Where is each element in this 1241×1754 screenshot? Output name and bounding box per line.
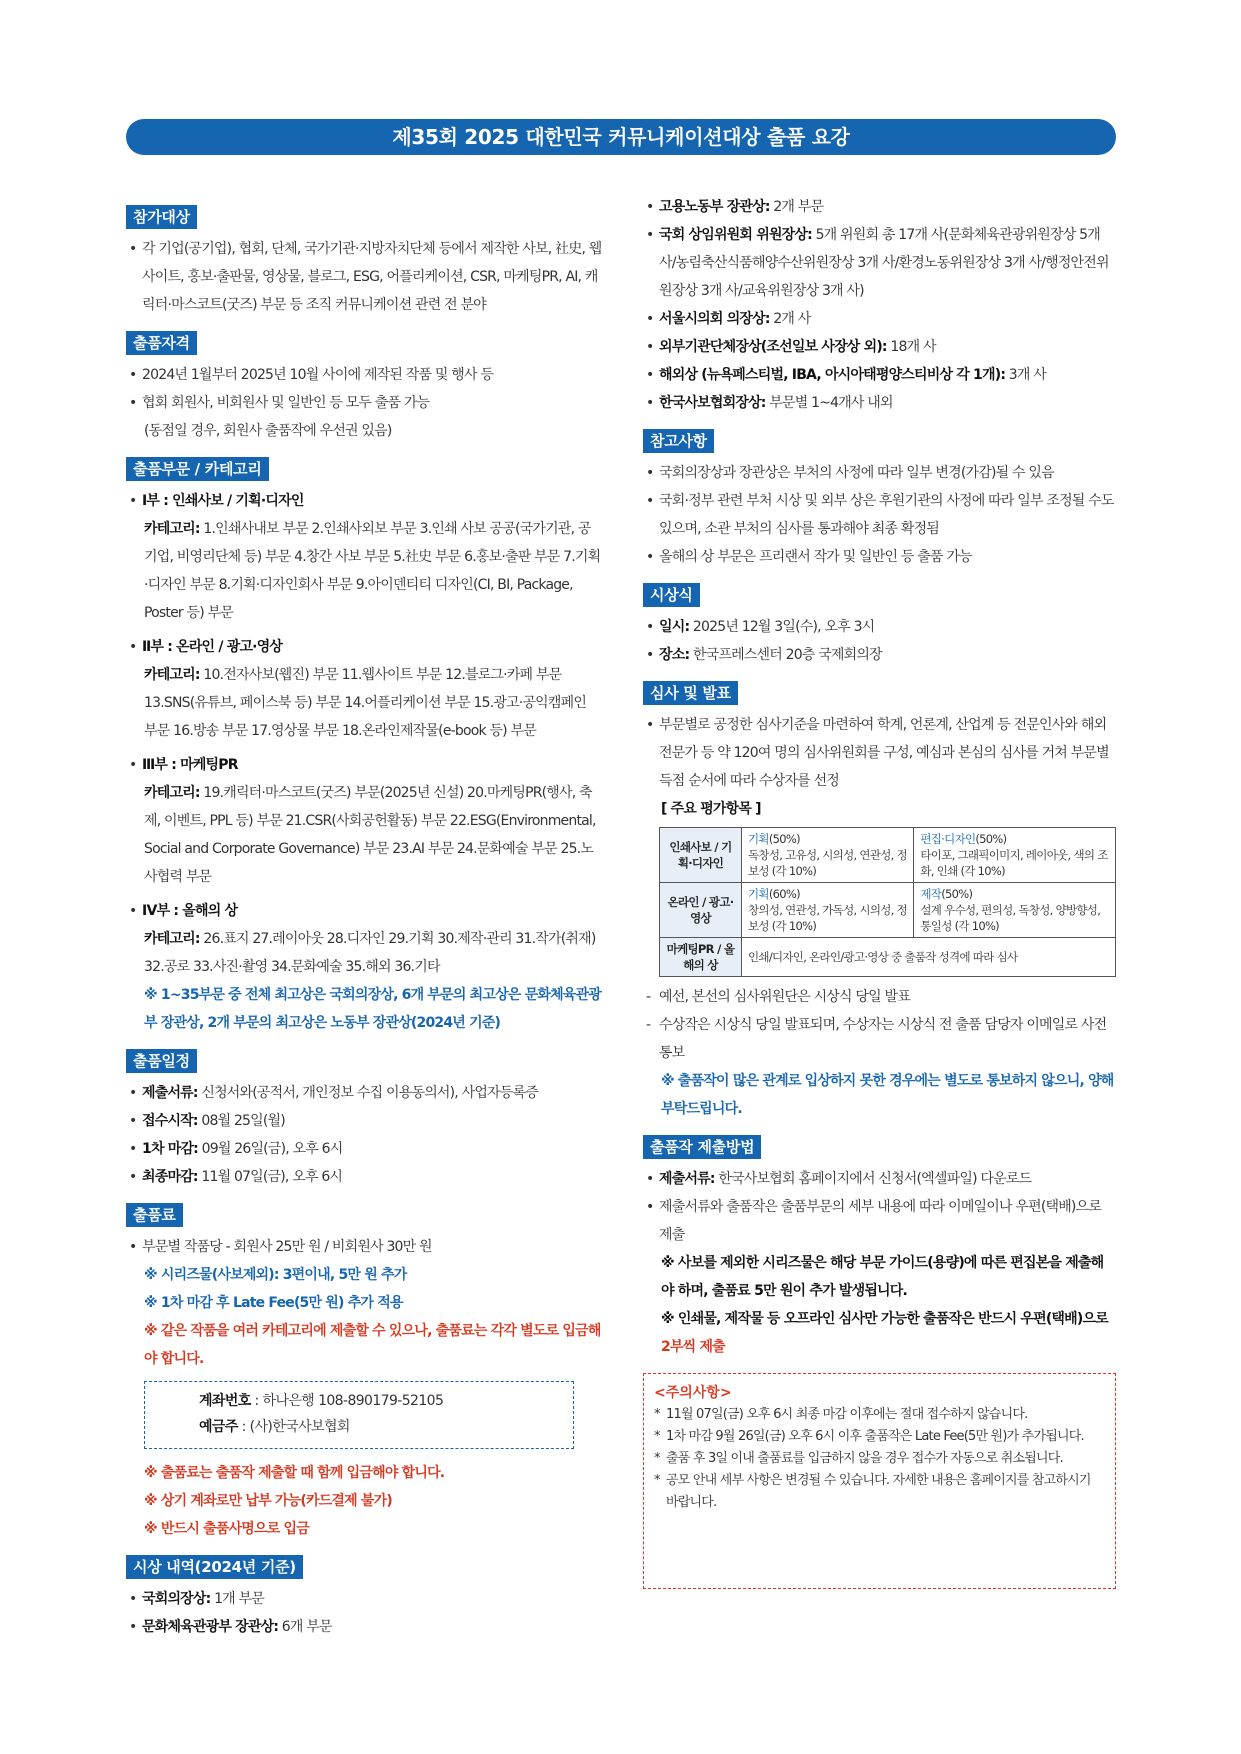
list-item: • 국회·정부 관련 부처 시상 및 외부 상은 후원기관의 사정에 따라 일부 조정될 수도 있으며, 소관 부처의 심사를 통과해야 최종 확정됨 bbox=[643, 487, 1116, 543]
caution-item: * 출품 후 3일 이내 출품료를 입금하지 않을 경우 접수가 자동으로 취소됩니다. bbox=[654, 1448, 1105, 1470]
section-heading: 출품료 bbox=[126, 1203, 183, 1227]
fee-section bbox=[126, 1203, 602, 1543]
category-group bbox=[126, 487, 602, 515]
caution-box bbox=[643, 1373, 1116, 1589]
list-item: • 고용노동부 장관상: 2개 부문 bbox=[643, 193, 1116, 221]
category-name: Ⅰ부 : 인쇄사보 / 기획·디자인 bbox=[142, 493, 304, 509]
list-item: • 1차 마감: 09월 26일(금), 오후 6시 bbox=[126, 1135, 602, 1163]
submission-note: ※ 사보를 제외한 시리즈물은 해당 부문 가이드(용량)에 따른 편집본을 제출해야 하며, 출품료 5만 원이 추가 발생됩니다. bbox=[661, 1255, 1104, 1299]
table-cell: 제작(50%) 설계 우수성, 편의성, 독창성, 양방향성, 통일성 (각 10%) bbox=[914, 883, 1116, 938]
category-detail: 카테고리: 10.전자사보(웹진) 부문 11.웹사이트 부문 12.블로그·카페 부문 13.SNS(유튜브, 페이스북 등) 부문 14.어플리케이션 부문 15.광고·공익캠페인 부문 16.방송 부문 17.영상물 부문 18.온라인제작물(e-book 등) 부문 bbox=[144, 667, 587, 739]
awards-continued bbox=[643, 193, 1116, 417]
table-cell: 기획(50%) 독창성, 고유성, 시의성, 연관성, 정보성 (각 10%) bbox=[742, 828, 914, 883]
list-item: • 제출서류: 한국사보협회 홈페이지에서 신청서(엑셀파일) 다운로드 bbox=[643, 1165, 1116, 1193]
section-heading: 시상식 bbox=[643, 583, 700, 607]
awards-section bbox=[126, 1555, 602, 1641]
right-column bbox=[643, 193, 1116, 1589]
payment-warning: ※ 반드시 출품사명으로 입금 bbox=[144, 1521, 309, 1537]
fee-note: ※ 1차 마감 후 Late Fee(5만 원) 추가 적용 bbox=[144, 1295, 403, 1311]
payment-warning: ※ 출품료는 출품작 제출할 때 함께 입금해야 합니다. bbox=[144, 1465, 445, 1481]
list-item: • 제출서류: 신청서와(공적서, 개인정보 수집 이용동의서), 사업자등록증 bbox=[126, 1079, 602, 1107]
list-item: - 수상작은 시상식 당일 발표되며, 수상자는 시상식 전 출품 담당자 이메일로 사전 통보 bbox=[643, 1011, 1116, 1067]
evaluation-table bbox=[659, 827, 1116, 977]
list-item: • 문화체육관광부 장관상: 6개 부문 bbox=[126, 1613, 602, 1641]
schedule-section bbox=[126, 1049, 602, 1191]
list-item: • 서울시의회 의장상: 2개 사 bbox=[643, 305, 1116, 333]
section-heading: 시상 내역(2024년 기준) bbox=[126, 1555, 303, 1579]
account-holder: 예금주 : (사)한국사보협회 bbox=[199, 1419, 350, 1435]
judging-note: ※ 출품작이 많은 관계로 입상하지 못한 경우에는 별도로 통보하지 않으니, 양해 부탁드립니다. bbox=[661, 1073, 1114, 1117]
caution-item: * 1차 마감 9월 26일(금) 오후 6시 이후 출품작은 Late Fee(5만 원)가 추가됩니다. bbox=[654, 1426, 1105, 1448]
table-cell: 편집·디자인(50%) 타이포, 그래픽이미지, 레이아웃, 색의 조화, 인쇄 (각 10%) bbox=[914, 828, 1116, 883]
reference-section bbox=[643, 429, 1116, 571]
list-item: • 한국사보협회장상: 부문별 1~4개사 내외 bbox=[643, 389, 1116, 417]
bank-account-box bbox=[144, 1381, 574, 1449]
fee-note: ※ 같은 작품을 여러 카테고리에 제출할 수 있으나, 출품료는 각각 별도로 입금해야 합니다. bbox=[144, 1323, 601, 1367]
section-heading: 출품작 제출방법 bbox=[643, 1135, 761, 1159]
list-item: • 최종마감: 11월 07일(금), 오후 6시 bbox=[126, 1163, 602, 1191]
submission-section bbox=[643, 1135, 1116, 1361]
fee-note: ※ 시리즈물(사보제외): 3편이내, 5만 원 추가 bbox=[144, 1267, 407, 1283]
list-item: • 접수시작: 08월 25일(월) bbox=[126, 1107, 602, 1135]
table-row bbox=[660, 828, 1116, 883]
list-item: • 국회의장상과 장관상은 부처의 사정에 따라 일부 변경(가감)될 수 있음 bbox=[643, 459, 1116, 487]
section-heading: 출품부문 / 카테고리 bbox=[126, 457, 269, 481]
table-cell: 마케팅PR / 올해의 상 bbox=[660, 938, 742, 977]
section-heading: 참가대상 bbox=[126, 205, 197, 229]
eligibility-section bbox=[126, 331, 602, 445]
list-item: • 외부기관단체장상(조선일보 사장상 외): 18개 사 bbox=[643, 333, 1116, 361]
table-cell: 기획(60%) 창의성, 연관성, 가독성, 시의성, 정보성 (각 10%) bbox=[742, 883, 914, 938]
list-item: • 장소: 한국프레스센터 20층 국제회의장 bbox=[643, 641, 1116, 669]
table-row bbox=[660, 883, 1116, 938]
evaluation-table-title: [ 주요 평가항목 ] bbox=[661, 801, 761, 817]
ceremony-section bbox=[643, 583, 1116, 669]
category-detail: 카테고리: 1.인쇄사내보 부문 2.인쇄사외보 부문 3.인쇄 사보 공공(국가기관, 공기업, 비영리단체 등) 부문 4.창간 사보 부문 5.社史 부문 6.홍보·출판 부문 7.기획·디자인 부문 8.기획·디자인회사 부문 9.아이덴티티 디자인(CI, BI, Package, Poster 등) 부문 bbox=[144, 521, 601, 621]
participants-section bbox=[126, 205, 602, 319]
list-item: • 부문별로 공정한 심사기준을 마련하여 학계, 언론계, 산업계 등 전문인사와 해외전문가 등 약 120여 명의 심사위원회를 구성, 예심과 본심의 심사를 거쳐 부문별 득점 순서에 따라 수상자를 선정 bbox=[643, 711, 1116, 795]
payment-warning: ※ 상기 계좌로만 납부 가능(카드결제 불가) bbox=[144, 1493, 392, 1509]
list-item: • 협회 회원사, 비회원사 및 일반인 등 모두 출품 가능 bbox=[126, 389, 602, 417]
left-column bbox=[126, 205, 602, 1653]
table-row bbox=[660, 938, 1116, 977]
category-name: Ⅱ부 : 온라인 / 광고·영상 bbox=[142, 639, 283, 655]
judging-section bbox=[643, 681, 1116, 1123]
section-heading: 출품일정 bbox=[126, 1049, 197, 1073]
section-heading: 심사 및 발표 bbox=[643, 681, 738, 705]
list-item: • 국회 상임위원회 위원장상: 5개 위원회 총 17개 사(문화체육관광위원장상 5개 사/농림축산식품해양수산위원장상 3개 사/환경노동위원장상 3개 사/행정안전위원장상 3개 사/교육위원장상 3개 사) bbox=[643, 221, 1116, 305]
submission-note: ※ 인쇄물, 제작물 등 오프라인 심사만 가능한 출품작은 반드시 우편(택배)으로 2부씩 제출 bbox=[661, 1311, 1108, 1355]
section-heading: 출품자격 bbox=[126, 331, 197, 355]
table-cell: 인쇄사보 / 기획·디자인 bbox=[660, 828, 742, 883]
category-name: Ⅲ부 : 마케팅PR bbox=[142, 757, 238, 773]
caution-title: <주의사항> bbox=[654, 1385, 732, 1401]
list-item: • 제출서류와 출품작은 출품부문의 세부 내용에 따라 이메일이나 우편(택배)으로 제출 bbox=[643, 1193, 1116, 1249]
category-group bbox=[126, 633, 602, 661]
category-name: Ⅳ부 : 올해의 상 bbox=[142, 903, 238, 919]
list-item: • 일시: 2025년 12월 3일(수), 오후 3시 bbox=[643, 613, 1116, 641]
list-item: • 올해의 상 부문은 프리랜서 작가 및 일반인 등 출품 가능 bbox=[643, 543, 1116, 571]
table-cell: 온라인 / 광고·영상 bbox=[660, 883, 742, 938]
category-detail: 카테고리: 26.표지 27.레이아웃 28.디자인 29.기획 30.제작·관리 31.작가(취재) 32.공로 33.사진·촬영 34.문화예술 35.해외 36.기타 bbox=[144, 931, 596, 975]
category-group bbox=[126, 751, 602, 779]
category-group bbox=[126, 897, 602, 925]
caution-item: * 11월 07일(금) 오후 6시 최종 마감 이후에는 절대 접수하지 않습니다. bbox=[654, 1404, 1105, 1426]
list-item: - 예선, 본선의 심사위원단은 시상식 당일 발표 bbox=[643, 983, 1116, 1011]
caution-item: * 공모 안내 세부 사항은 변경될 수 있습니다. 자세한 내용은 홈페이지를 참고하시기 바랍니다. bbox=[654, 1470, 1105, 1514]
page-title: 제35회 2025 대한민국 커뮤니케이션대상 출품 요강 bbox=[126, 119, 1116, 155]
sub-note: (동점일 경우, 회원사 출품작에 우선권 있음) bbox=[144, 423, 392, 439]
account-number: 계좌번호 : 하나은행 108-890179-52105 bbox=[199, 1393, 444, 1409]
list-item: • 부문별 작품당 - 회원사 25만 원 / 비회원사 30만 원 bbox=[126, 1233, 602, 1261]
award-note: ※ 1~35부문 중 전체 최고상은 국회의장상, 6개 부문의 최고상은 문화체육관광부 장관상, 2개 부문의 최고상은 노동부 장관상(2024년 기준) bbox=[144, 987, 601, 1031]
category-detail: 카테고리: 19.캐릭터·마스코트(굿즈) 부문(2025년 신설) 20.마케팅PR(행사, 축제, 이벤트, PPL 등) 부문 21.CSR(사회공헌활동) 부문 22.ESG(Environmental, Social and Corporate Governance) 부문 23.AI 부문 24.문화예술 부문 25.노사협력 부문 bbox=[144, 785, 596, 885]
section-heading: 참고사항 bbox=[643, 429, 714, 453]
categories-section bbox=[126, 457, 602, 1037]
list-item: • 각 기업(공기업), 협회, 단체, 국가기관·지방자치단체 등에서 제작한 사보, 社史, 웹사이트, 홍보·출판물, 영상물, 블로그, ESG, 어플리케이션, CSR, 마케팅PR, AI, 캐릭터·마스코트(굿즈) 부문 등 조직 커뮤니케이션 관련 전 분야 bbox=[126, 235, 602, 319]
list-item: • 2024년 1월부터 2025년 10월 사이에 제작된 작품 및 행사 등 bbox=[126, 361, 602, 389]
table-cell: 인쇄/디자인, 온라인/광고·영상 중 출품작 성격에 따라 심사 bbox=[742, 938, 1116, 977]
list-item: • 국회의장상: 1개 부문 bbox=[126, 1585, 602, 1613]
list-item: • 해외상 (뉴욕페스티벌, IBA, 아시아태평양스티비상 각 1개): 3개 사 bbox=[643, 361, 1116, 389]
